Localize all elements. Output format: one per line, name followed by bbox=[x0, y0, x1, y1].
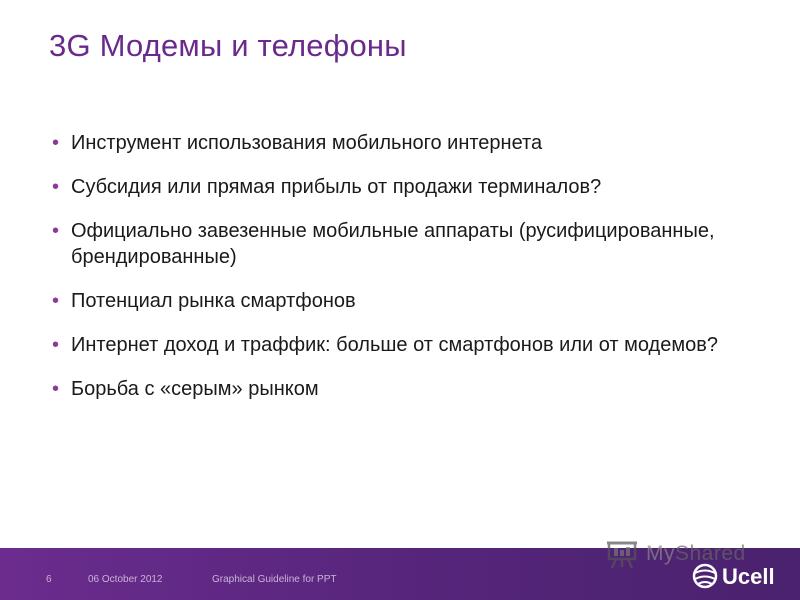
bullet-text: Инструмент использования мобильного интернета bbox=[71, 132, 543, 154]
bullet-text: Интернет доход и траффик: больше от смартфонов или от модемов? bbox=[71, 334, 718, 356]
page-number: 6 bbox=[46, 574, 52, 585]
bullet-icon: • bbox=[52, 378, 60, 400]
footer-date: 06 October 2012 bbox=[88, 574, 163, 585]
bullet-text: Борьба с «серым» рынком bbox=[71, 378, 319, 400]
watermark-shared: Shared bbox=[675, 542, 746, 565]
logo-text: Ucell bbox=[722, 564, 775, 589]
watermark-my: My bbox=[646, 542, 675, 565]
bullet-icon: • bbox=[52, 132, 60, 154]
bullet-item bbox=[48, 332, 768, 358]
footer-guideline: Graphical Guideline for PPT bbox=[212, 574, 337, 585]
presentation-board-icon bbox=[606, 540, 640, 570]
ucell-globe-icon bbox=[692, 560, 718, 590]
bullet-item bbox=[48, 376, 768, 402]
bullet-icon: • bbox=[52, 290, 60, 312]
bullet-text: Потенциал рынка смартфонов bbox=[71, 290, 356, 312]
bullet-icon: • bbox=[52, 334, 60, 356]
bullet-text: Официально завезенные мобильные аппараты (русифицированные, брендированные) bbox=[71, 220, 715, 268]
bullet-item bbox=[48, 218, 768, 270]
bullet-text: Субсидия или прямая прибыль от продажи терминалов? bbox=[71, 176, 602, 198]
bullet-item bbox=[48, 174, 768, 200]
bullet-item bbox=[48, 130, 768, 156]
bullet-item bbox=[48, 288, 768, 314]
bullet-icon: • bbox=[52, 176, 60, 198]
slide-title: 3G Модемы и телефоны bbox=[49, 28, 407, 63]
bullet-icon: • bbox=[52, 220, 60, 242]
ucell-logo bbox=[688, 560, 788, 594]
bullet-list bbox=[48, 130, 768, 420]
